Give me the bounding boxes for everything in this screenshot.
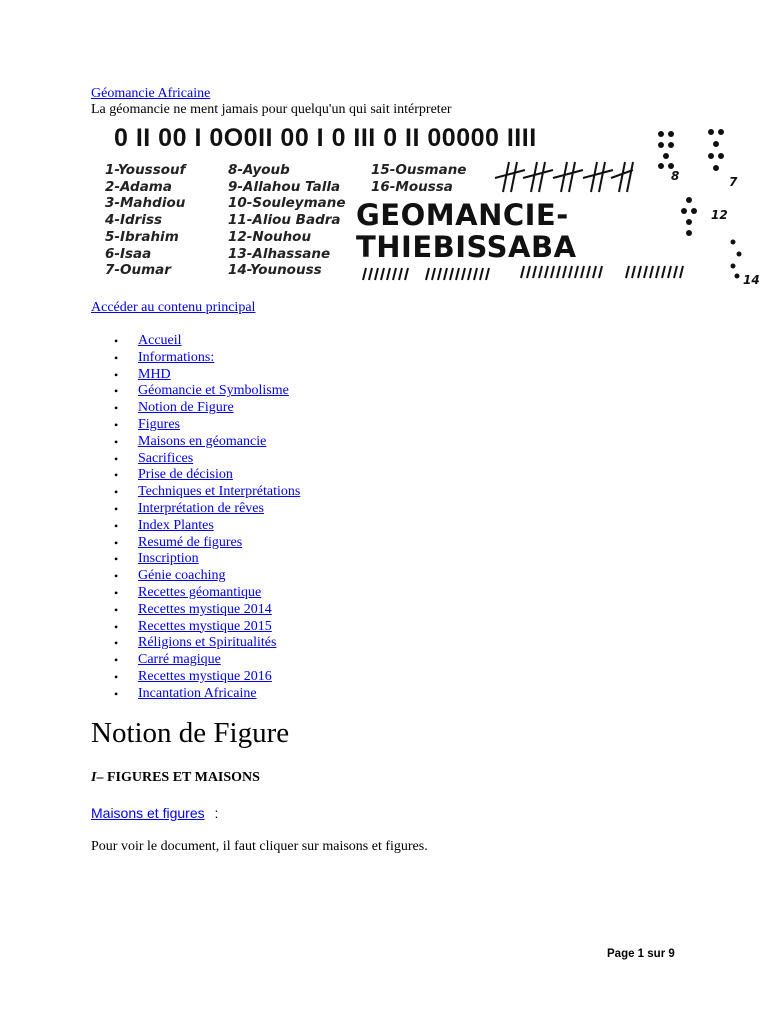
maisons-line	[91, 805, 218, 821]
menu-link[interactable]: Accueil	[138, 333, 182, 348]
menu-link[interactable]: Prise de décision	[138, 467, 233, 483]
maisons-figures-link[interactable]: Maisons et figures	[91, 805, 205, 821]
menu-link[interactable]: Recettes mystique 2015	[138, 618, 272, 634]
menu-item	[91, 367, 300, 384]
banner-name: 15-Ousmane	[371, 162, 467, 178]
page-title: Notion de Figure	[91, 717, 290, 749]
menu-link[interactable]: Incantation Africaine	[138, 685, 257, 701]
menu-item	[91, 350, 300, 367]
banner-title-line1: GEOMANCIE-	[356, 198, 569, 232]
menu-link[interactable]: Maisons en géomancie	[138, 433, 267, 449]
section-heading	[91, 770, 260, 786]
menu-item	[91, 551, 300, 568]
banner-name: 4-Idriss	[105, 212, 163, 229]
menu-link[interactable]: Recettes mystique 2016	[138, 668, 272, 684]
menu-item	[91, 518, 300, 535]
banner-name: 10-Souleymane	[228, 195, 346, 212]
menu-link[interactable]: Interprétation de rêves	[138, 500, 264, 516]
site-menu	[91, 333, 300, 703]
section-roman: I	[91, 770, 97, 785]
skip-to-content-link[interactable]: Accéder au contenu principal	[91, 300, 256, 315]
geomancy-marks	[91, 120, 768, 298]
figure-number: 8	[671, 169, 680, 183]
menu-link[interactable]: Carré magique	[138, 652, 221, 668]
menu-link[interactable]: Sacrifices	[138, 450, 194, 466]
banner-name: 8-Ayoub	[228, 162, 290, 178]
menu-link[interactable]: Techniques et Interprétations	[138, 484, 301, 500]
menu-item	[91, 669, 300, 686]
banner-name: 14-Younouss	[228, 262, 322, 279]
menu-link[interactable]: Inscription	[138, 551, 199, 567]
figure-number: 7	[729, 175, 738, 189]
header	[91, 86, 768, 118]
menu-link[interactable]: Notion de Figure	[138, 400, 234, 416]
site-link[interactable]: Géomancie Africaine	[91, 86, 211, 101]
body-paragraph: Pour voir le document, il faut cliquer sur maisons et figures.	[91, 839, 428, 854]
menu-item	[91, 585, 300, 602]
banner-name: 11-Aliou Badra	[228, 212, 341, 229]
menu-item	[91, 535, 300, 552]
menu-link[interactable]: Informations:	[138, 349, 215, 365]
page-number: Page 1 sur 9	[607, 948, 675, 960]
banner-name: 2-Adama	[105, 178, 172, 195]
menu-link[interactable]: Index Plantes	[138, 517, 214, 533]
menu-link[interactable]: Génie coaching	[138, 568, 226, 584]
menu-item	[91, 451, 300, 468]
figure-number: 14	[743, 273, 760, 287]
menu-link[interactable]: Recettes géomantique	[138, 584, 262, 600]
menu-link[interactable]: Réligions et Spiritualités	[138, 635, 277, 651]
menu-item	[91, 602, 300, 619]
menu-link[interactable]: Resumé de figures	[138, 534, 243, 550]
tagline: La géomancie ne ment jamais pour quelqu'un qui sait intérpreter	[91, 102, 452, 117]
menu-item	[91, 619, 300, 636]
menu-link[interactable]: Géomancie et Symbolisme	[138, 383, 289, 399]
menu-item	[91, 333, 300, 350]
menu-item	[91, 400, 300, 417]
banner-name: 13-Alhassane	[228, 245, 331, 262]
menu-item	[91, 484, 300, 501]
menu-item	[91, 467, 300, 484]
figure-number: 12	[711, 208, 728, 222]
maisons-suffix: :	[210, 805, 219, 821]
banner-title-line2: THIEBISSABA	[356, 230, 577, 264]
menu-item	[91, 383, 300, 400]
banner-name: 6-Isaa	[105, 245, 152, 262]
menu-item	[91, 417, 300, 434]
section-heading-text: – FIGURES ET MAISONS	[96, 770, 260, 785]
menu-item	[91, 501, 300, 518]
menu-item	[91, 652, 300, 669]
banner-name: 1-Youssouf	[105, 162, 186, 178]
menu-item	[91, 568, 300, 585]
banner-name: 9-Allahou Talla	[228, 178, 341, 195]
menu-item	[91, 686, 300, 703]
banner-name: 16-Moussa	[371, 178, 453, 195]
banner-image	[91, 120, 768, 298]
banner-name: 7-Oumar	[105, 262, 171, 279]
menu-link[interactable]: MHD	[138, 366, 171, 382]
banner-name: 3-Mahdiou	[105, 195, 186, 212]
banner-name: 12-Nouhou	[228, 228, 312, 245]
menu-link[interactable]: Recettes mystique 2014	[138, 601, 272, 617]
banner-binary: 0 II 00 I 0O0II 00 I 0 III 0 II 00000 IIII	[114, 124, 537, 152]
banner-name: 5-Ibrahim	[105, 228, 179, 245]
menu-link[interactable]: Figures	[138, 416, 180, 432]
menu-item	[91, 635, 300, 652]
menu-item	[91, 434, 300, 451]
